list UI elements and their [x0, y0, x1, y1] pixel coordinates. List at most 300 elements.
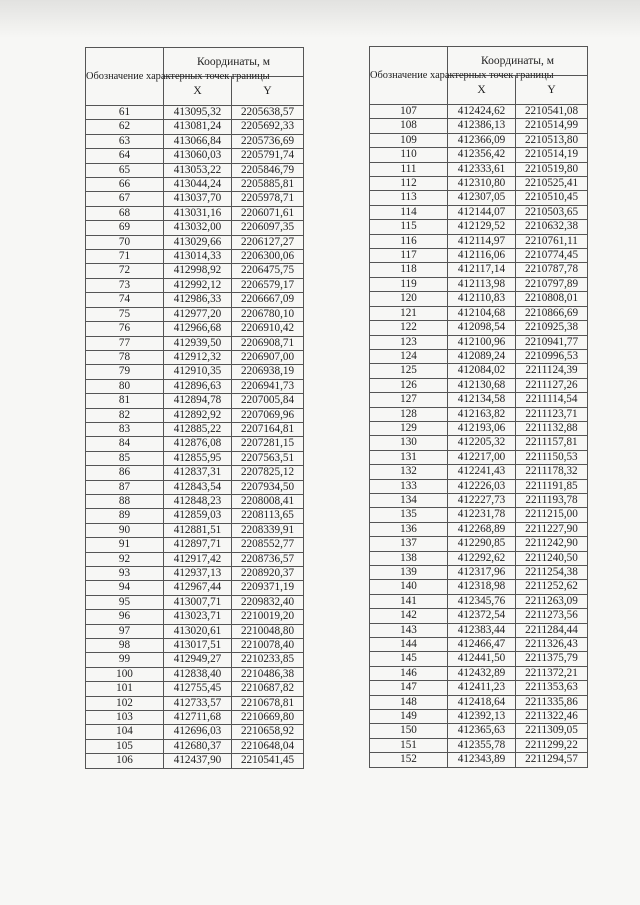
- y-coordinate-cell: 2210866,69: [516, 306, 588, 320]
- point-number-cell: 101: [86, 682, 164, 696]
- y-coordinate-cell: 2206907,00: [232, 350, 304, 364]
- table-row: [370, 566, 588, 580]
- x-coordinate-cell: 413007,71: [164, 595, 232, 609]
- y-coordinate-cell: 2206300,06: [232, 250, 304, 264]
- x-coordinate-cell: 413053,22: [164, 163, 232, 177]
- point-number-cell: 88: [86, 494, 164, 508]
- point-number-cell: 127: [370, 393, 448, 407]
- y-coordinate-cell: 2206780,10: [232, 307, 304, 321]
- y-coordinate-cell: 2210797,89: [516, 277, 588, 291]
- x-coordinate-cell: 412383,44: [448, 623, 516, 637]
- table-row: [86, 350, 304, 364]
- point-number-cell: 149: [370, 710, 448, 724]
- point-number-cell: 95: [86, 595, 164, 609]
- table-row: [370, 349, 588, 363]
- y-coordinate-cell: 2210525,41: [516, 177, 588, 191]
- x-coordinate-cell: 413023,71: [164, 610, 232, 624]
- point-number-cell: 147: [370, 681, 448, 695]
- y-coordinate-cell: 2211326,43: [516, 638, 588, 652]
- x-coordinate-cell: 412343,89: [448, 753, 516, 767]
- x-coordinate-cell: 412859,03: [164, 509, 232, 523]
- point-number-cell: 100: [86, 667, 164, 681]
- point-number-cell: 66: [86, 178, 164, 192]
- table-row: [370, 292, 588, 306]
- table-row: [370, 133, 588, 147]
- point-number-cell: 151: [370, 738, 448, 752]
- x-coordinate-cell: 412711,68: [164, 711, 232, 725]
- x-coordinate-cell: 412292,62: [448, 551, 516, 565]
- table-row: [86, 408, 304, 422]
- x-coordinate-cell: 412998,92: [164, 264, 232, 278]
- table-row: [370, 277, 588, 291]
- y-coordinate-cell: 2206097,35: [232, 221, 304, 235]
- x-coordinate-cell: 412089,24: [448, 349, 516, 363]
- table-row: [86, 667, 304, 681]
- table-row: [370, 364, 588, 378]
- point-number-cell: 77: [86, 336, 164, 350]
- x-coordinate-cell: 412307,05: [448, 191, 516, 205]
- x-coordinate-cell: 412986,33: [164, 293, 232, 307]
- x-coordinate-cell: 412992,12: [164, 278, 232, 292]
- point-number-cell: 137: [370, 537, 448, 551]
- table-row: [86, 639, 304, 653]
- point-number-cell: 71: [86, 250, 164, 264]
- point-number-cell: 140: [370, 580, 448, 594]
- table-row: [86, 134, 304, 148]
- table-row: [86, 278, 304, 292]
- x-coordinate-cell: 412365,63: [448, 724, 516, 738]
- y-coordinate-cell: 2211242,90: [516, 537, 588, 551]
- y-coordinate-cell: 2207005,84: [232, 394, 304, 408]
- x-coordinate-cell: 412437,90: [164, 754, 232, 768]
- point-number-cell: 120: [370, 292, 448, 306]
- y-coordinate-cell: 2210078,40: [232, 639, 304, 653]
- header-y: Y: [232, 77, 304, 106]
- y-coordinate-cell: 2206910,42: [232, 322, 304, 336]
- point-number-cell: 146: [370, 666, 448, 680]
- header-point-name: Обозначение характерных точек границы: [370, 47, 448, 105]
- y-coordinate-cell: 2210678,81: [232, 696, 304, 710]
- y-coordinate-cell: 2210774,45: [516, 249, 588, 263]
- x-coordinate-cell: 412843,54: [164, 480, 232, 494]
- x-coordinate-cell: 412317,96: [448, 566, 516, 580]
- y-coordinate-cell: 2206475,75: [232, 264, 304, 278]
- y-coordinate-cell: 2211124,39: [516, 364, 588, 378]
- y-coordinate-cell: 2211372,21: [516, 666, 588, 680]
- table-row: [86, 509, 304, 523]
- table-row: [86, 538, 304, 552]
- x-coordinate-cell: 412441,50: [448, 652, 516, 666]
- y-coordinate-cell: 2210761,11: [516, 234, 588, 248]
- point-number-cell: 132: [370, 465, 448, 479]
- table-row: [86, 365, 304, 379]
- point-number-cell: 102: [86, 696, 164, 710]
- x-coordinate-cell: 413044,24: [164, 178, 232, 192]
- point-number-cell: 141: [370, 594, 448, 608]
- table-row: [370, 738, 588, 752]
- table-row: [370, 162, 588, 176]
- y-coordinate-cell: 2211123,71: [516, 407, 588, 421]
- x-coordinate-cell: 412432,89: [448, 666, 516, 680]
- x-coordinate-cell: 412372,54: [448, 609, 516, 623]
- y-coordinate-cell: 2210669,80: [232, 711, 304, 725]
- x-coordinate-cell: 412912,32: [164, 350, 232, 364]
- y-coordinate-cell: 2211335,86: [516, 695, 588, 709]
- table-row: [370, 623, 588, 637]
- y-coordinate-cell: 2209832,40: [232, 595, 304, 609]
- y-coordinate-cell: 2211294,57: [516, 753, 588, 767]
- x-coordinate-cell: 412696,03: [164, 725, 232, 739]
- x-coordinate-cell: 412116,06: [448, 249, 516, 263]
- y-coordinate-cell: 2209371,19: [232, 581, 304, 595]
- point-number-cell: 89: [86, 509, 164, 523]
- x-coordinate-cell: 412837,31: [164, 466, 232, 480]
- x-coordinate-cell: 412226,03: [448, 479, 516, 493]
- table-row: [86, 307, 304, 321]
- point-number-cell: 150: [370, 724, 448, 738]
- table-row: [86, 494, 304, 508]
- x-coordinate-cell: 412896,63: [164, 379, 232, 393]
- table-row: [86, 725, 304, 739]
- x-coordinate-cell: 412386,13: [448, 119, 516, 133]
- point-number-cell: 83: [86, 422, 164, 436]
- header-coordinates: Координаты, м: [164, 48, 304, 77]
- x-coordinate-cell: 412892,92: [164, 408, 232, 422]
- scan-top-shade: [0, 0, 640, 38]
- point-number-cell: 62: [86, 120, 164, 134]
- table-row: [370, 666, 588, 680]
- table-row: [370, 177, 588, 191]
- y-coordinate-cell: 2211284,44: [516, 623, 588, 637]
- x-coordinate-cell: 412163,82: [448, 407, 516, 421]
- y-coordinate-cell: 2205638,57: [232, 106, 304, 120]
- y-coordinate-cell: 2210541,08: [516, 105, 588, 119]
- point-number-cell: 134: [370, 493, 448, 507]
- y-coordinate-cell: 2205978,71: [232, 192, 304, 206]
- table-row: [370, 234, 588, 248]
- x-coordinate-cell: 413037,70: [164, 192, 232, 206]
- point-number-cell: 142: [370, 609, 448, 623]
- y-coordinate-cell: 2211309,05: [516, 724, 588, 738]
- point-number-cell: 113: [370, 191, 448, 205]
- table-body-right: [370, 105, 588, 768]
- y-coordinate-cell: 2211273,56: [516, 609, 588, 623]
- point-number-cell: 128: [370, 407, 448, 421]
- x-coordinate-cell: 412129,52: [448, 220, 516, 234]
- y-coordinate-cell: 2211299,22: [516, 738, 588, 752]
- x-coordinate-cell: 412937,13: [164, 567, 232, 581]
- y-coordinate-cell: 2211178,32: [516, 465, 588, 479]
- x-coordinate-cell: 412855,95: [164, 451, 232, 465]
- point-number-cell: 125: [370, 364, 448, 378]
- x-coordinate-cell: 412130,68: [448, 378, 516, 392]
- y-coordinate-cell: 2207281,15: [232, 437, 304, 451]
- point-number-cell: 122: [370, 321, 448, 335]
- y-coordinate-cell: 2211132,88: [516, 421, 588, 435]
- x-coordinate-cell: 412755,45: [164, 682, 232, 696]
- y-coordinate-cell: 2211157,81: [516, 436, 588, 450]
- y-coordinate-cell: 2210925,38: [516, 321, 588, 335]
- x-coordinate-cell: 413060,03: [164, 149, 232, 163]
- table-row: [86, 437, 304, 451]
- table-row: [86, 422, 304, 436]
- table-row: [370, 436, 588, 450]
- point-number-cell: 92: [86, 552, 164, 566]
- point-number-cell: 133: [370, 479, 448, 493]
- x-coordinate-cell: 412876,08: [164, 437, 232, 451]
- point-number-cell: 85: [86, 451, 164, 465]
- point-number-cell: 145: [370, 652, 448, 666]
- point-number-cell: 78: [86, 350, 164, 364]
- point-number-cell: 67: [86, 192, 164, 206]
- y-coordinate-cell: 2208736,57: [232, 552, 304, 566]
- table-row: [370, 321, 588, 335]
- table-row: [86, 250, 304, 264]
- x-coordinate-cell: 412290,85: [448, 537, 516, 551]
- table-row: [86, 106, 304, 120]
- point-number-cell: 79: [86, 365, 164, 379]
- x-coordinate-cell: 412134,58: [448, 393, 516, 407]
- point-number-cell: 99: [86, 653, 164, 667]
- point-number-cell: 63: [86, 134, 164, 148]
- header-y: Y: [516, 76, 588, 105]
- table-row: [370, 148, 588, 162]
- point-number-cell: 139: [370, 566, 448, 580]
- y-coordinate-cell: 2206941,73: [232, 379, 304, 393]
- table-row: [370, 580, 588, 594]
- y-coordinate-cell: 2205692,33: [232, 120, 304, 134]
- y-coordinate-cell: 2211227,90: [516, 522, 588, 536]
- table-row: [86, 682, 304, 696]
- x-coordinate-cell: 412193,06: [448, 421, 516, 435]
- table-row: [370, 249, 588, 263]
- y-coordinate-cell: 2205791,74: [232, 149, 304, 163]
- x-coordinate-cell: 412949,27: [164, 653, 232, 667]
- x-coordinate-cell: 412104,68: [448, 306, 516, 320]
- y-coordinate-cell: 2206908,71: [232, 336, 304, 350]
- x-coordinate-cell: 412227,73: [448, 493, 516, 507]
- header-point-name: Обозначение характерных точек границы: [86, 48, 164, 106]
- point-number-cell: 109: [370, 133, 448, 147]
- table-row: [86, 221, 304, 235]
- point-number-cell: 131: [370, 450, 448, 464]
- y-coordinate-cell: 2211114,54: [516, 393, 588, 407]
- point-number-cell: 143: [370, 623, 448, 637]
- table-row: [86, 610, 304, 624]
- y-coordinate-cell: 2210486,38: [232, 667, 304, 681]
- y-coordinate-cell: 2206071,61: [232, 206, 304, 220]
- table-row: [370, 421, 588, 435]
- point-number-cell: 116: [370, 234, 448, 248]
- table-row: [86, 480, 304, 494]
- point-number-cell: 123: [370, 335, 448, 349]
- table-row: [86, 379, 304, 393]
- point-number-cell: 76: [86, 322, 164, 336]
- point-number-cell: 73: [86, 278, 164, 292]
- y-coordinate-cell: 2210233,85: [232, 653, 304, 667]
- point-number-cell: 106: [86, 754, 164, 768]
- y-coordinate-cell: 2211353,63: [516, 681, 588, 695]
- point-number-cell: 118: [370, 263, 448, 277]
- point-number-cell: 81: [86, 394, 164, 408]
- table-row: [370, 724, 588, 738]
- x-coordinate-cell: 412110,83: [448, 292, 516, 306]
- x-coordinate-cell: 412114,97: [448, 234, 516, 248]
- point-number-cell: 94: [86, 581, 164, 595]
- y-coordinate-cell: 2210019,20: [232, 610, 304, 624]
- table-row: [86, 293, 304, 307]
- point-number-cell: 129: [370, 421, 448, 435]
- table-body-left: [86, 106, 304, 769]
- x-coordinate-cell: 412733,57: [164, 696, 232, 710]
- x-coordinate-cell: 412917,42: [164, 552, 232, 566]
- point-number-cell: 65: [86, 163, 164, 177]
- point-number-cell: 82: [86, 408, 164, 422]
- x-coordinate-cell: 413014,33: [164, 250, 232, 264]
- table-row: [86, 581, 304, 595]
- x-coordinate-cell: 412910,35: [164, 365, 232, 379]
- point-number-cell: 111: [370, 162, 448, 176]
- point-number-cell: 130: [370, 436, 448, 450]
- y-coordinate-cell: 2210514,19: [516, 148, 588, 162]
- point-number-cell: 103: [86, 711, 164, 725]
- x-coordinate-cell: 413031,16: [164, 206, 232, 220]
- table-row: [370, 551, 588, 565]
- y-coordinate-cell: 2207825,12: [232, 466, 304, 480]
- x-coordinate-cell: 412939,50: [164, 336, 232, 350]
- x-coordinate-cell: 413095,32: [164, 106, 232, 120]
- x-coordinate-cell: 412117,14: [448, 263, 516, 277]
- table-row: [370, 335, 588, 349]
- point-number-cell: 70: [86, 235, 164, 249]
- y-coordinate-cell: 2210687,82: [232, 682, 304, 696]
- x-coordinate-cell: 412894,78: [164, 394, 232, 408]
- table-row: [86, 120, 304, 134]
- point-number-cell: 96: [86, 610, 164, 624]
- point-number-cell: 136: [370, 522, 448, 536]
- x-coordinate-cell: 412333,61: [448, 162, 516, 176]
- y-coordinate-cell: 2208552,77: [232, 538, 304, 552]
- point-number-cell: 124: [370, 349, 448, 363]
- point-number-cell: 121: [370, 306, 448, 320]
- x-coordinate-cell: 412977,20: [164, 307, 232, 321]
- y-coordinate-cell: 2211252,62: [516, 580, 588, 594]
- y-coordinate-cell: 2210787,78: [516, 263, 588, 277]
- y-coordinate-cell: 2210514,99: [516, 119, 588, 133]
- table-row: [370, 522, 588, 536]
- point-number-cell: 108: [370, 119, 448, 133]
- header-x: X: [164, 77, 232, 106]
- x-coordinate-cell: 412217,00: [448, 450, 516, 464]
- table-row: [370, 407, 588, 421]
- y-coordinate-cell: 2211150,53: [516, 450, 588, 464]
- table-row: [370, 220, 588, 234]
- header-x: X: [448, 76, 516, 105]
- table-row: [86, 192, 304, 206]
- point-number-cell: 135: [370, 508, 448, 522]
- point-number-cell: 117: [370, 249, 448, 263]
- y-coordinate-cell: 2210941,77: [516, 335, 588, 349]
- y-coordinate-cell: 2206667,09: [232, 293, 304, 307]
- y-coordinate-cell: 2211191,85: [516, 479, 588, 493]
- x-coordinate-cell: 412897,71: [164, 538, 232, 552]
- y-coordinate-cell: 2206127,27: [232, 235, 304, 249]
- x-coordinate-cell: 412885,22: [164, 422, 232, 436]
- y-coordinate-cell: 2210658,92: [232, 725, 304, 739]
- table-row: [86, 451, 304, 465]
- table-row: [370, 638, 588, 652]
- x-coordinate-cell: 413081,24: [164, 120, 232, 134]
- x-coordinate-cell: 412144,07: [448, 205, 516, 219]
- x-coordinate-cell: 412466,47: [448, 638, 516, 652]
- x-coordinate-cell: 412098,54: [448, 321, 516, 335]
- x-coordinate-cell: 412680,37: [164, 739, 232, 753]
- point-number-cell: 91: [86, 538, 164, 552]
- x-coordinate-cell: 413066,84: [164, 134, 232, 148]
- point-number-cell: 126: [370, 378, 448, 392]
- y-coordinate-cell: 2207563,51: [232, 451, 304, 465]
- point-number-cell: 74: [86, 293, 164, 307]
- y-coordinate-cell: 2205736,69: [232, 134, 304, 148]
- table-row: [370, 119, 588, 133]
- y-coordinate-cell: 2207934,50: [232, 480, 304, 494]
- y-coordinate-cell: 2210503,65: [516, 205, 588, 219]
- point-number-cell: 68: [86, 206, 164, 220]
- x-coordinate-cell: 412967,44: [164, 581, 232, 595]
- table-row: [370, 450, 588, 464]
- x-coordinate-cell: 412881,51: [164, 523, 232, 537]
- table-row: [370, 393, 588, 407]
- y-coordinate-cell: 2205846,79: [232, 163, 304, 177]
- point-number-cell: 72: [86, 264, 164, 278]
- table-row: [86, 149, 304, 163]
- point-number-cell: 84: [86, 437, 164, 451]
- point-number-cell: 138: [370, 551, 448, 565]
- point-number-cell: 119: [370, 277, 448, 291]
- x-coordinate-cell: 412848,23: [164, 494, 232, 508]
- x-coordinate-cell: 413029,66: [164, 235, 232, 249]
- y-coordinate-cell: 2210648,04: [232, 739, 304, 753]
- y-coordinate-cell: 2211322,46: [516, 710, 588, 724]
- table-row: [370, 537, 588, 551]
- x-coordinate-cell: 412392,13: [448, 710, 516, 724]
- x-coordinate-cell: 412356,42: [448, 148, 516, 162]
- y-coordinate-cell: 2210541,45: [232, 754, 304, 768]
- x-coordinate-cell: 412411,23: [448, 681, 516, 695]
- x-coordinate-cell: 412355,78: [448, 738, 516, 752]
- y-coordinate-cell: 2211263,09: [516, 594, 588, 608]
- point-number-cell: 144: [370, 638, 448, 652]
- table-row: [86, 552, 304, 566]
- table-row: [370, 594, 588, 608]
- y-coordinate-cell: 2210632,38: [516, 220, 588, 234]
- x-coordinate-cell: 412268,89: [448, 522, 516, 536]
- point-number-cell: 98: [86, 639, 164, 653]
- table-row: [370, 508, 588, 522]
- y-coordinate-cell: 2208113,65: [232, 509, 304, 523]
- table-row: [86, 567, 304, 581]
- point-number-cell: 105: [86, 739, 164, 753]
- table-row: [86, 624, 304, 638]
- x-coordinate-cell: 412100,96: [448, 335, 516, 349]
- y-coordinate-cell: 2210510,45: [516, 191, 588, 205]
- table-row: [86, 235, 304, 249]
- table-row: [370, 681, 588, 695]
- y-coordinate-cell: 2211193,78: [516, 493, 588, 507]
- x-coordinate-cell: 412424,62: [448, 105, 516, 119]
- table-row: [370, 191, 588, 205]
- x-coordinate-cell: 412205,32: [448, 436, 516, 450]
